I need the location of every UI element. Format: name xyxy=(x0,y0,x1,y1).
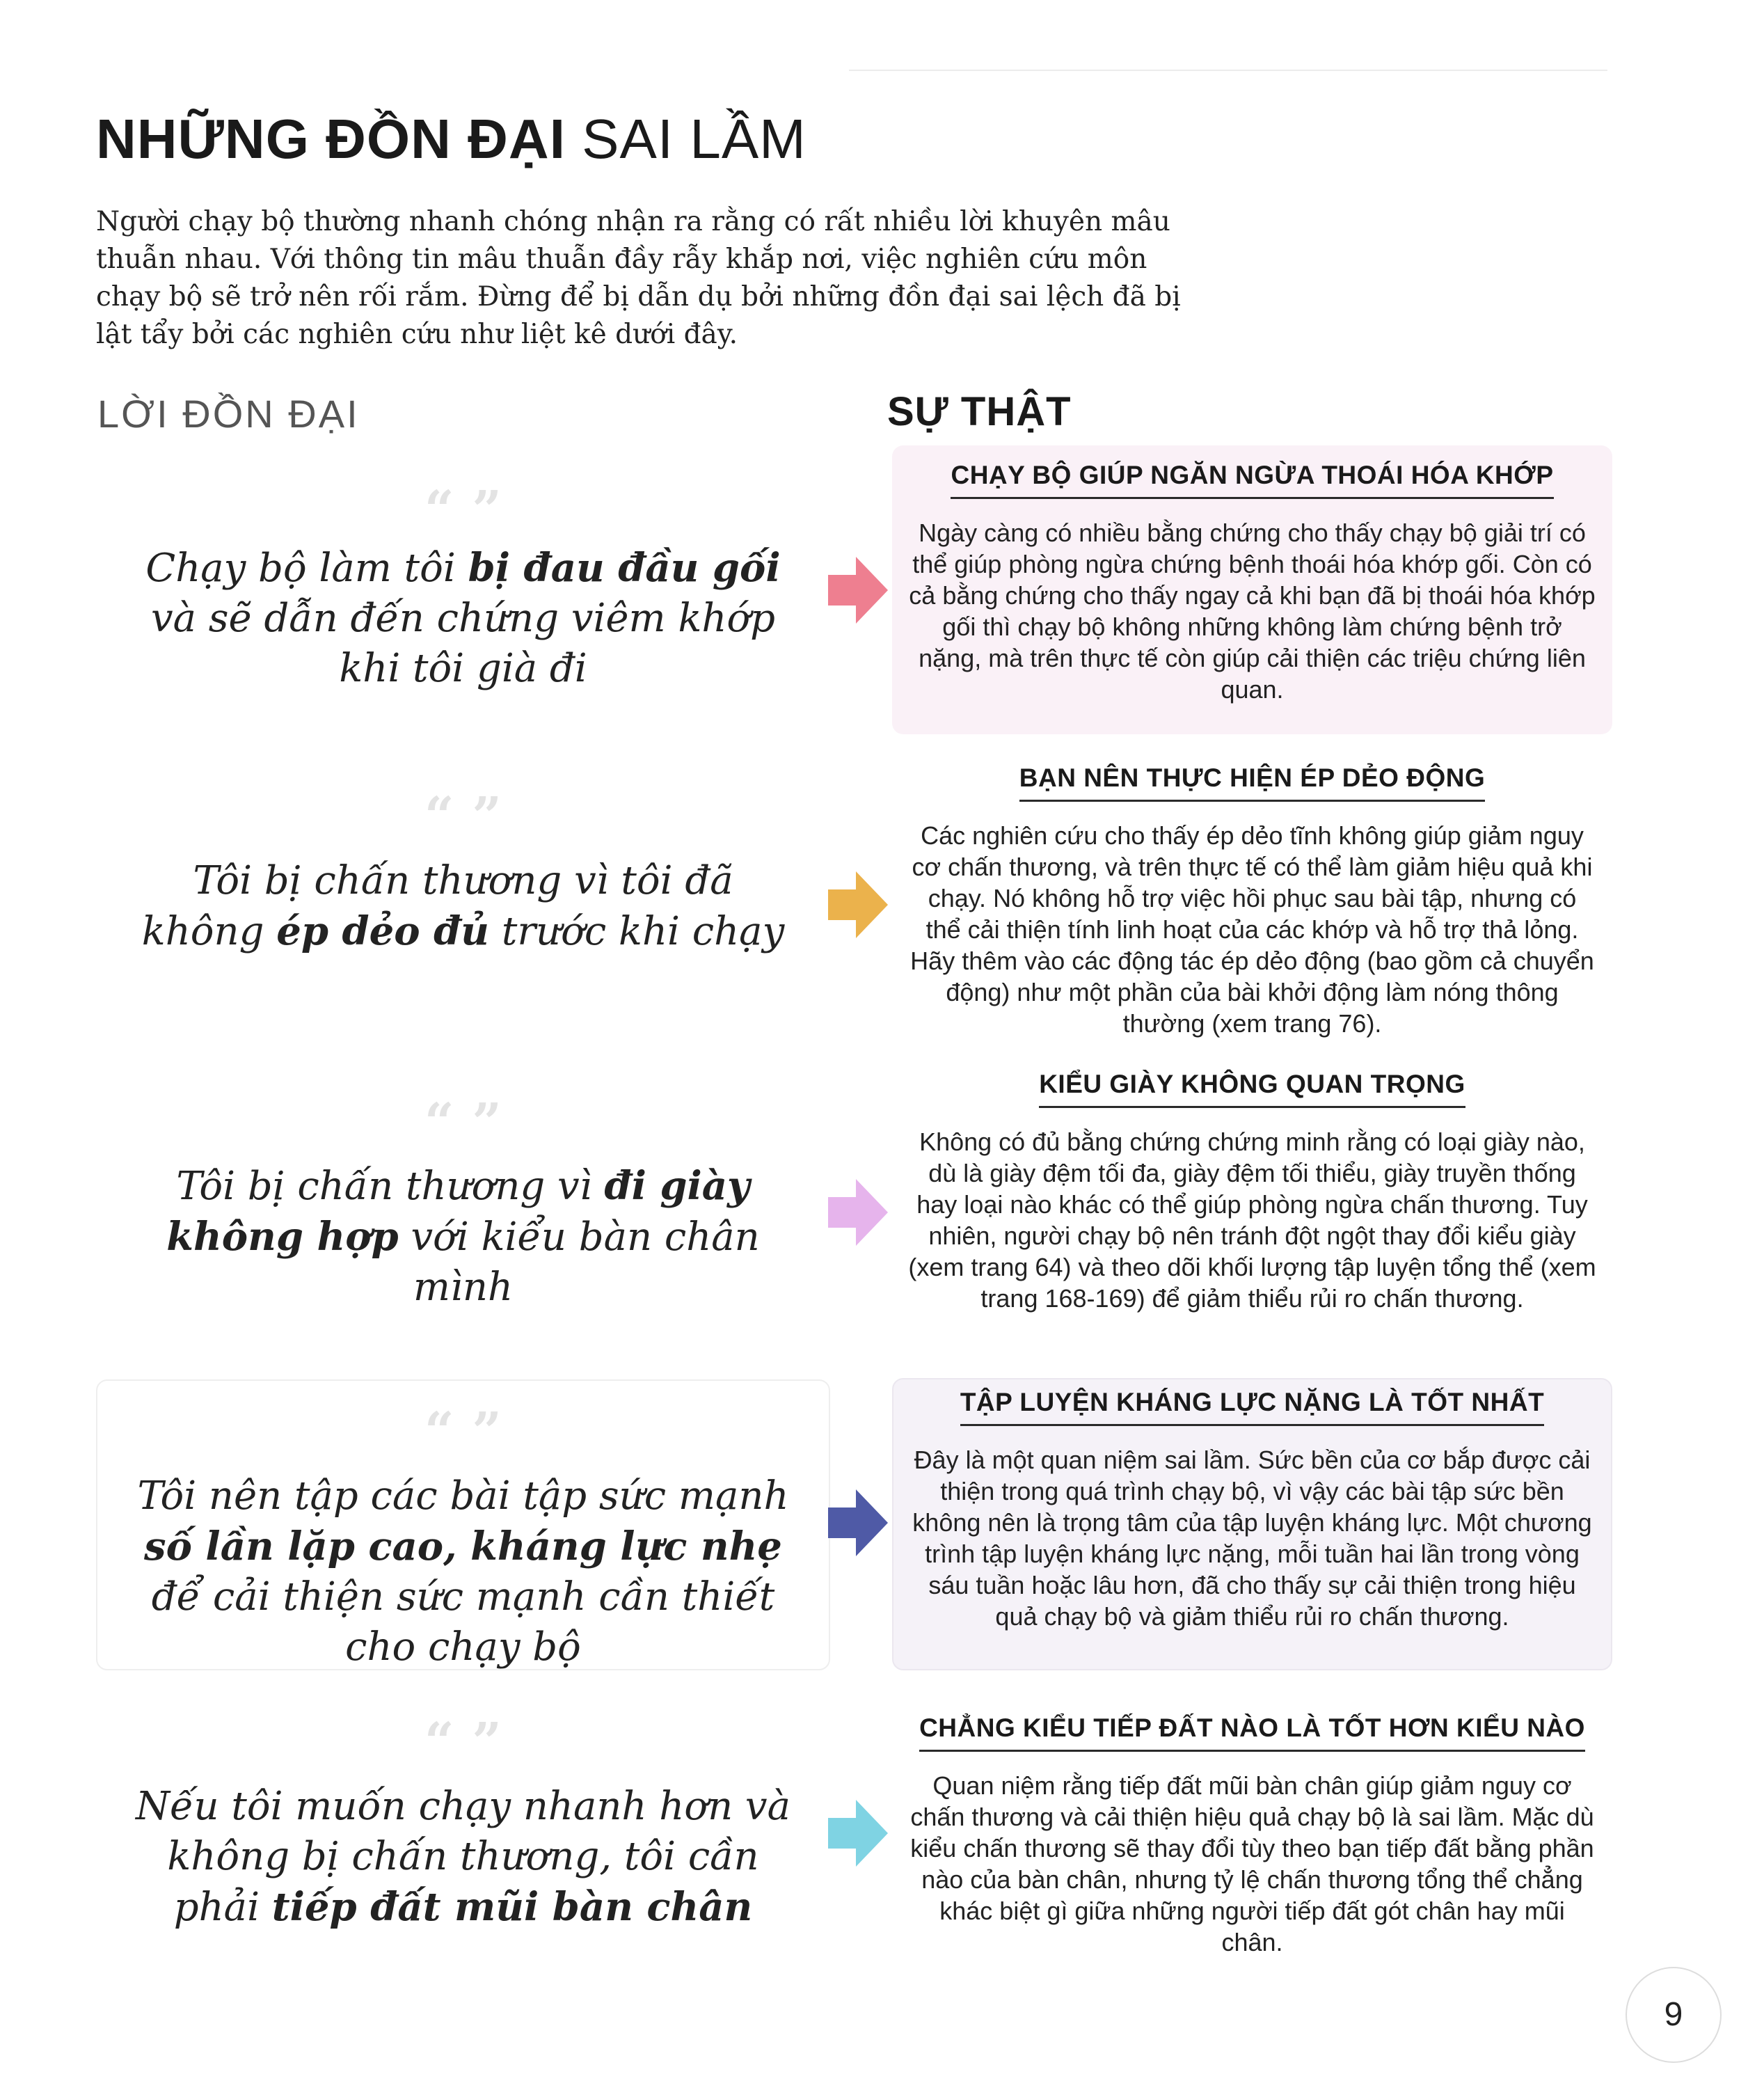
myth-card xyxy=(96,766,830,1051)
fact-card xyxy=(892,1705,1612,1991)
arrow-right-icon xyxy=(828,871,888,938)
myth-text xyxy=(96,1161,830,1313)
arrow-right-icon xyxy=(828,1489,888,1556)
myth-text-emphasis: bị đau đầu gối xyxy=(468,545,781,591)
arrow-shape xyxy=(828,1489,888,1556)
fact-card xyxy=(892,1378,1612,1670)
arrow-shape xyxy=(828,557,888,624)
myth-card xyxy=(96,452,830,734)
fact-title: CHẠY BỘ GIÚP NGĂN NGỪA THOÁI HÓA KHỚP xyxy=(951,461,1553,499)
myth-text-part: để cải thiện sức mạnh cần thiết cho chạy bộ xyxy=(151,1574,775,1670)
fact-card xyxy=(892,1061,1612,1361)
page-number: 9 xyxy=(1664,1996,1683,2033)
fact-text: Không có đủ bằng chứng chứng minh rằng có loại giày nào, dù là giày đệm tối đa, giày đệm tối thiểu, giày truyền thống hay loại nào khác có thể giúp phòng ngừa chấn thương. Tuy nhiên, người chạy bộ nên tránh đột ngột thay đổi kiểu giày (xem trang 64) và theo dõi khối lượng tập luyện tổng thể (xem trang 168-169) để giảm thiểu rủi ro chấn thương. xyxy=(908,1127,1596,1313)
myth-card xyxy=(96,1698,830,1991)
myth-text-emphasis: đi giày không hợp xyxy=(166,1163,750,1260)
header-rule xyxy=(849,70,1607,71)
fact-title: CHẲNG KIỂU TIẾP ĐẤT NÀO LÀ TỐT HƠN KIỂU NÀO xyxy=(919,1714,1585,1752)
arrow-right-icon xyxy=(828,1179,888,1246)
myth-text xyxy=(96,543,830,694)
myth-card xyxy=(96,1072,830,1357)
page-number-circle xyxy=(1621,1963,1726,2067)
myth-text-part: với kiểu bàn chân mình xyxy=(398,1214,760,1310)
quote-mark-icon: “ ” xyxy=(424,1093,502,1153)
page-title-bold: NHỮNG ĐỒN ĐẠI xyxy=(96,108,566,170)
fact-title: KIỂU GIÀY KHÔNG QUAN TRỌNG xyxy=(1039,1070,1465,1108)
intro-paragraph: Người chạy bộ thường nhanh chóng nhận ra rằng có rất nhiều lời khuyên mâu thuẫn nhau. Với thông tin mâu thuẫn đầy rẫy khắp nơi, việc nghiên cứu môn chạy bộ sẽ trở nên rối rắm. Đừng để bị dẫn dụ bởi những đồn đại sai lệch đã bị lật tẩy bởi các nghiên cứu như liệt kê dưới đây. xyxy=(96,206,1181,350)
myth-text-part: Chạy bộ làm tôi xyxy=(145,546,468,591)
arrow-shape xyxy=(828,871,888,938)
myth-text-part: Tôi nên tập các bài tập sức mạnh xyxy=(137,1473,789,1519)
myth-text-emphasis: số lần lặp cao, kháng lực nhẹ xyxy=(144,1524,782,1569)
fact-text: Quan niệm rằng tiếp đất mũi bàn chân giúp giảm nguy cơ chấn thương và cải thiện hiệu quả chạy bộ là sai lầm. Mặc dù kiểu chấn thương sẽ thay đổi tùy theo bạn tiếp đất bằng phần nào của bàn chân, nhưng tỷ lệ chấn thương tổng thể chẳng khác biệt gì giữa những người tiếp đất gót chân hay mũi chân. xyxy=(910,1771,1594,1956)
fact-column-heading: SỰ THẬT xyxy=(887,389,1072,434)
fact-text: Các nghiên cứu cho thấy ép dẻo tĩnh không giúp giảm nguy cơ chấn thương, và trên thực tế có thể làm giảm hiệu quả khi chạy. Nó không hỗ trợ việc hồi phục sau bài tập, nhưng có thể cải thiện tính linh hoạt của các khớp và hỗ trợ thả lỏng. Hãy thêm vào các động tác ép dẻo động (bao gồm cả chuyển động) như một phần của bài khởi động làm nóng thông thường (xem trang 76). xyxy=(910,821,1594,1038)
arrow-shape xyxy=(828,1179,888,1246)
quote-mark-icon: “ ” xyxy=(424,786,502,846)
page-title-light: SAI LẦM xyxy=(582,108,806,170)
myth-text-emphasis: ép dẻo đủ xyxy=(276,908,490,954)
fact-card xyxy=(892,445,1612,734)
myth-text-part: Tôi bị chấn thương vì tôi đã không xyxy=(141,858,733,954)
myth-text xyxy=(96,1782,830,1933)
myth-text-part: Tôi bị chấn thương vì xyxy=(176,1164,605,1209)
fact-title: BẠN NÊN THỰC HIỆN ÉP DẺO ĐỘNG xyxy=(1019,763,1485,802)
fact-title: TẬP LUYỆN KHÁNG LỰC NẶNG LÀ TỐT NHẤT xyxy=(960,1388,1544,1426)
fact-text: Đây là một quan niệm sai lầm. Sức bền của cơ bắp được cải thiện trong quá trình chạy bộ, vì vậy các bài tập sức bền không nên là trọng tâm của tập luyện kháng lực. Một chương trình tập luyện kháng lực nặng, mỗi tuần hai lần trong vòng sáu tuần hoặc lâu hơn, đã cho thấy sự cải thiện trong hiệu quả chạy bộ và giảm thiểu rủi ro chấn thương. xyxy=(912,1446,1592,1631)
myth-text-emphasis: tiếp đất mũi bàn chân xyxy=(271,1884,753,1930)
myth-text xyxy=(96,856,830,957)
myth-column-heading: LỜI ĐỒN ĐẠI xyxy=(97,392,360,436)
myth-text-part: và sẽ dẫn đến chứng viêm khớp khi tôi già đi xyxy=(150,596,776,691)
quote-mark-icon: “ ” xyxy=(424,1402,502,1462)
myth-text-part: Nếu tôi muốn chạy nhanh hơn và không bị chấn thương, tôi cần phải xyxy=(136,1784,790,1930)
fact-card xyxy=(892,755,1612,1047)
page-title xyxy=(96,104,806,174)
arrow-right-icon xyxy=(828,1800,888,1867)
quote-mark-icon: “ ” xyxy=(424,1712,502,1772)
myth-card xyxy=(96,1379,830,1670)
arrow-right-icon xyxy=(828,557,888,624)
myth-text-part: trước khi chạy xyxy=(489,909,785,954)
fact-text: Ngày càng có nhiều bằng chứng cho thấy chạy bộ giải trí có thể giúp phòng ngừa chứng bệnh thoái hóa khớp gối. Còn có cả bằng chứng cho thấy ngay cả khi bạn đã bị thoái hóa khớp gối thì chạy bộ không những không làm chứng bệnh trở nặng, mà trên thực tế còn giúp cải thiện các triệu chứng liên quan. xyxy=(909,519,1596,704)
arrow-shape xyxy=(828,1800,888,1867)
quote-mark-icon: “ ” xyxy=(424,480,502,540)
myth-text xyxy=(97,1471,829,1672)
